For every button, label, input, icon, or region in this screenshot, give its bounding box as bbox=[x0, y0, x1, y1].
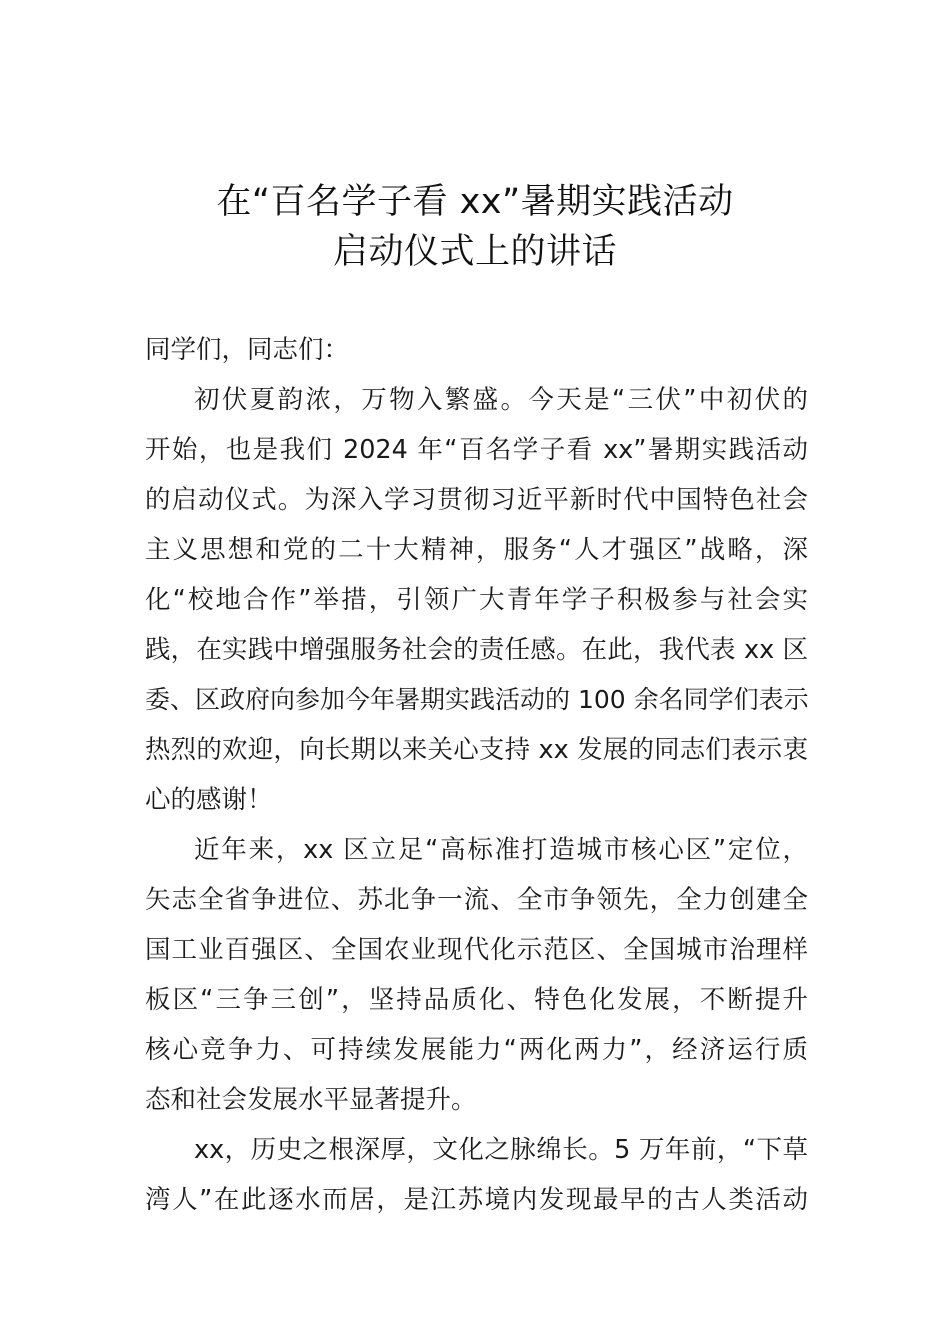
paragraph-line: 热烈的欢迎，向长期以来关心支持 xx 发展的同志们表示衷 bbox=[145, 735, 808, 765]
paragraph-line: 化“校地合作”举措，引领广大青年学子积极参与社会实 bbox=[145, 585, 808, 615]
paragraph-line: 委、区政府向参加今年暑期实践活动的 100 余名同学们表示 bbox=[145, 685, 809, 714]
paragraph-line: 湾人”在此逐水而居，是江苏境内发现最早的古人类活动 bbox=[145, 1185, 808, 1215]
paragraph-line: 态和社会发展水平显著提升。 bbox=[145, 1085, 477, 1115]
paragraph-line: 核心竞争力、可持续发展能力“两化两力”，经济运行质 bbox=[145, 1035, 808, 1065]
paragraph-line: 国工业百强区、全国农业现代化示范区、全国城市治理样 bbox=[145, 935, 808, 965]
paragraph-line: 的启动仪式。为深入学习贯彻习近平新时代中国特色社会 bbox=[145, 485, 808, 515]
paragraph-line: 矢志全省争进位、苏北争一流、全市争领先，全力创建全 bbox=[145, 885, 808, 915]
paragraph-line: 践，在实践中增强服务社会的责任感。在此，我代表 xx 区 bbox=[145, 635, 808, 665]
paragraph-line: 初伏夏韵浓，万物入繁盛。今天是“三伏”中初伏的 bbox=[194, 385, 808, 415]
paragraph-line: 板区“三争三创”，坚持品质化、特色化发展，不断提升 bbox=[145, 985, 808, 1015]
paragraph-line: 心的感谢！ bbox=[145, 785, 273, 815]
paragraph-line: 近年来，xx 区立足“高标准打造城市核心区”定位， bbox=[194, 835, 808, 865]
paragraph-line: xx，历史之根深厚，文化之脉绵长。5 万年前，“下草 bbox=[194, 1135, 808, 1165]
paragraph-line: 开始，也是我们 2024 年“百名学子看 xx”暑期实践活动 bbox=[145, 435, 808, 465]
document-title-line-2: 启动仪式上的讲话 bbox=[332, 232, 617, 272]
paragraph-line: 主义思想和党的二十大精神，服务“人才强区”战略，深 bbox=[145, 535, 808, 565]
salutation: 同学们，同志们： bbox=[145, 335, 350, 365]
document-title-line-1: 在“百名学子看 xx”暑期实践活动 bbox=[216, 182, 734, 222]
